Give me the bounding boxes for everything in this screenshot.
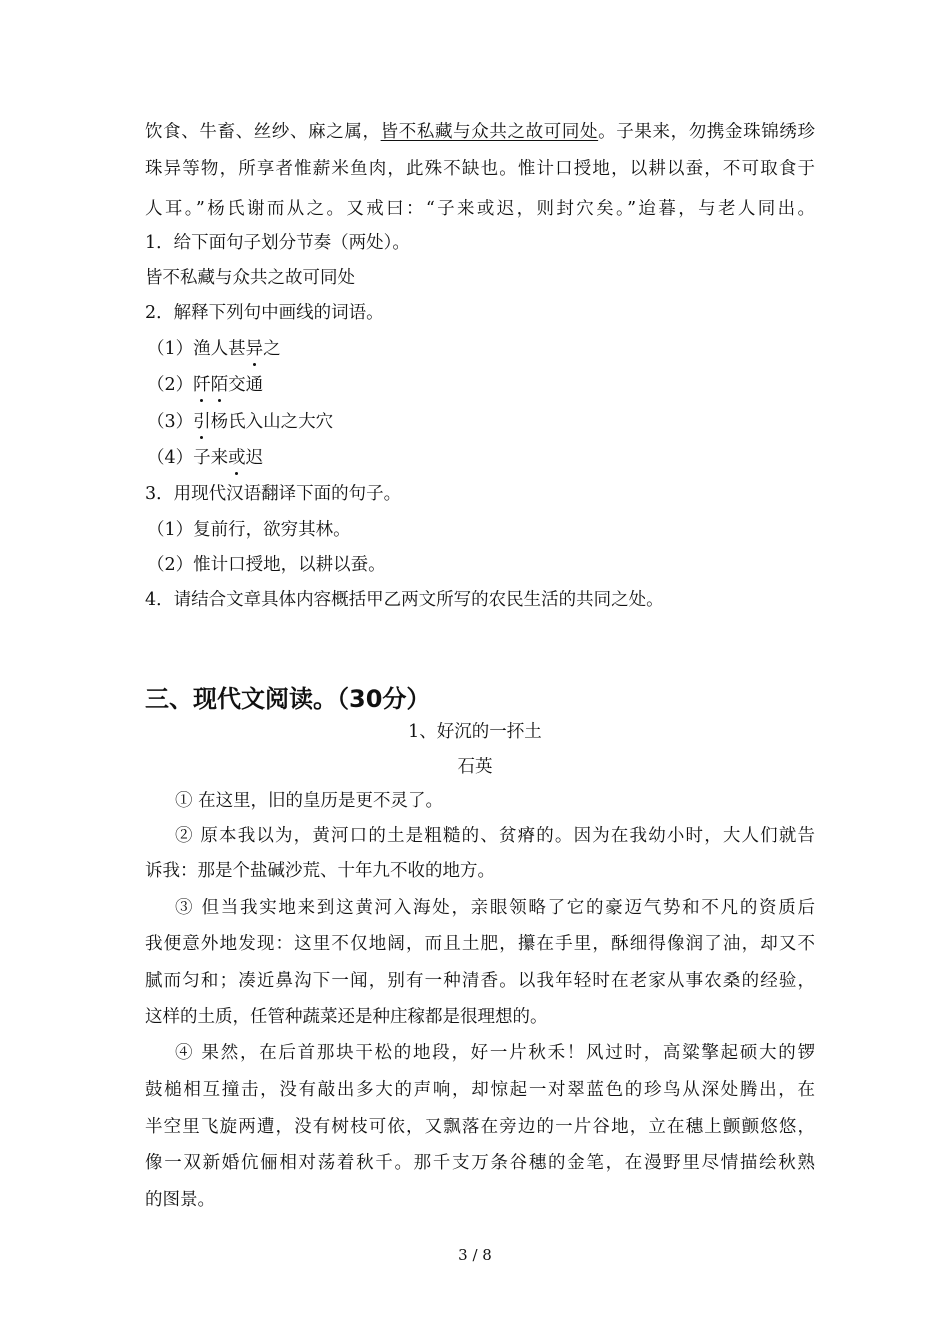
paragraph-4-line-1: ④ 果然，在后首那块干松的地段，好一片秋禾！风过时，高粱擎起硕大的锣	[175, 1043, 815, 1063]
paragraph-3-line-4: 这样的土质，任管种蔬菜还是种庄稼都是很理想的。	[145, 1007, 548, 1027]
question-3-item-1: （1）复前行，欲穷其林。	[147, 520, 351, 540]
question-1: 1．给下面句子划分节奏（两处）。	[145, 233, 410, 253]
paragraph-2-line-2: 诉我：那是个盐碱沙荒、十年九不收的地方。	[145, 861, 495, 881]
question-4: 4．请结合文章具体内容概括甲乙两文所写的农民生活的共同之处。	[145, 590, 664, 610]
classical-line-1: 饮食、牛畜、丝纱、麻之属，皆不私藏与众共之故可同处。子果来，勿携金珠锦绣珍	[145, 122, 815, 142]
question-2-item-2: （2）阡陌交通	[147, 375, 264, 395]
classical-line-3: 人耳。”杨氏谢而从之。又戒曰：“子来或迟，则封穴矣。”迨暮，与老人同出。	[145, 199, 815, 219]
question-1-sentence: 皆不私藏与众共之故可同处	[145, 268, 355, 288]
page-number: 3 / 8	[458, 1246, 492, 1264]
dotted-word: 引	[193, 412, 211, 432]
question-2: 2．解释下列句中画线的词语。	[145, 303, 384, 323]
dotted-word: 异	[245, 339, 264, 359]
paragraph-4-line-2: 鼓槌相互撞击，没有敲出多大的声响，却惊起一对翠蓝色的珍鸟从深处腾出，在	[145, 1080, 815, 1100]
article-author: 石英	[457, 757, 493, 777]
paragraph-3-line-1: ③ 但当我实地来到这黄河入海处，亲眼领略了它的豪迈气势和不凡的资质后	[175, 898, 815, 918]
dotted-word: 阡	[193, 375, 211, 395]
paragraph-2-line-1: ② 原本我以为，黄河口的土是粗糙的、贫瘠的。因为在我幼小时，大人们就告	[175, 826, 815, 846]
underlined-sentence: 皆不私藏与众共之故可同处	[380, 122, 599, 142]
paragraph-1: ① 在这里，旧的皇历是更不灵了。	[175, 791, 444, 811]
question-2-item-3: （3）引杨氏入山之大穴	[147, 412, 334, 432]
paragraph-4-line-5: 的图景。	[145, 1190, 215, 1210]
paragraph-4-line-3: 半空里飞旋两遭，没有树枝可依，又飘落在旁边的一片谷地，立在穗上颤颤悠悠，	[145, 1117, 815, 1137]
section-heading: 三、现代文阅读。（30分）	[145, 685, 431, 713]
paragraph-4-line-4: 像一双新婚伉俪相对荡着秋千。那千支万条谷穗的金笔，在漫野里尽情描绘秋熟	[145, 1153, 815, 1173]
classical-line-2: 珠异等物，所享者惟薪米鱼肉，此殊不缺也。惟计口授地，以耕以蚕，不可取食于	[145, 159, 815, 179]
question-2-item-1: （1）渔人甚异之	[147, 339, 281, 359]
question-3: 3．用现代汉语翻译下面的句子。	[145, 484, 402, 504]
question-3-item-2: （2）惟计口授地，以耕以蚕。	[147, 555, 386, 575]
paragraph-3-line-3: 腻而匀和；凑近鼻沟下一闻，别有一种清香。以我年轻时在老家从事农桑的经验，	[145, 971, 815, 991]
dotted-word: 陌	[210, 375, 229, 395]
dotted-word: 或	[228, 448, 246, 468]
paragraph-3-line-2: 我便意外地发现：这里不仅地阔，而且土肥，攥在手里，酥细得像润了油，却又不	[145, 934, 815, 954]
article-title: 1、好沉的一抔土	[408, 722, 542, 742]
question-2-item-4: （4）子来或迟	[147, 448, 264, 468]
